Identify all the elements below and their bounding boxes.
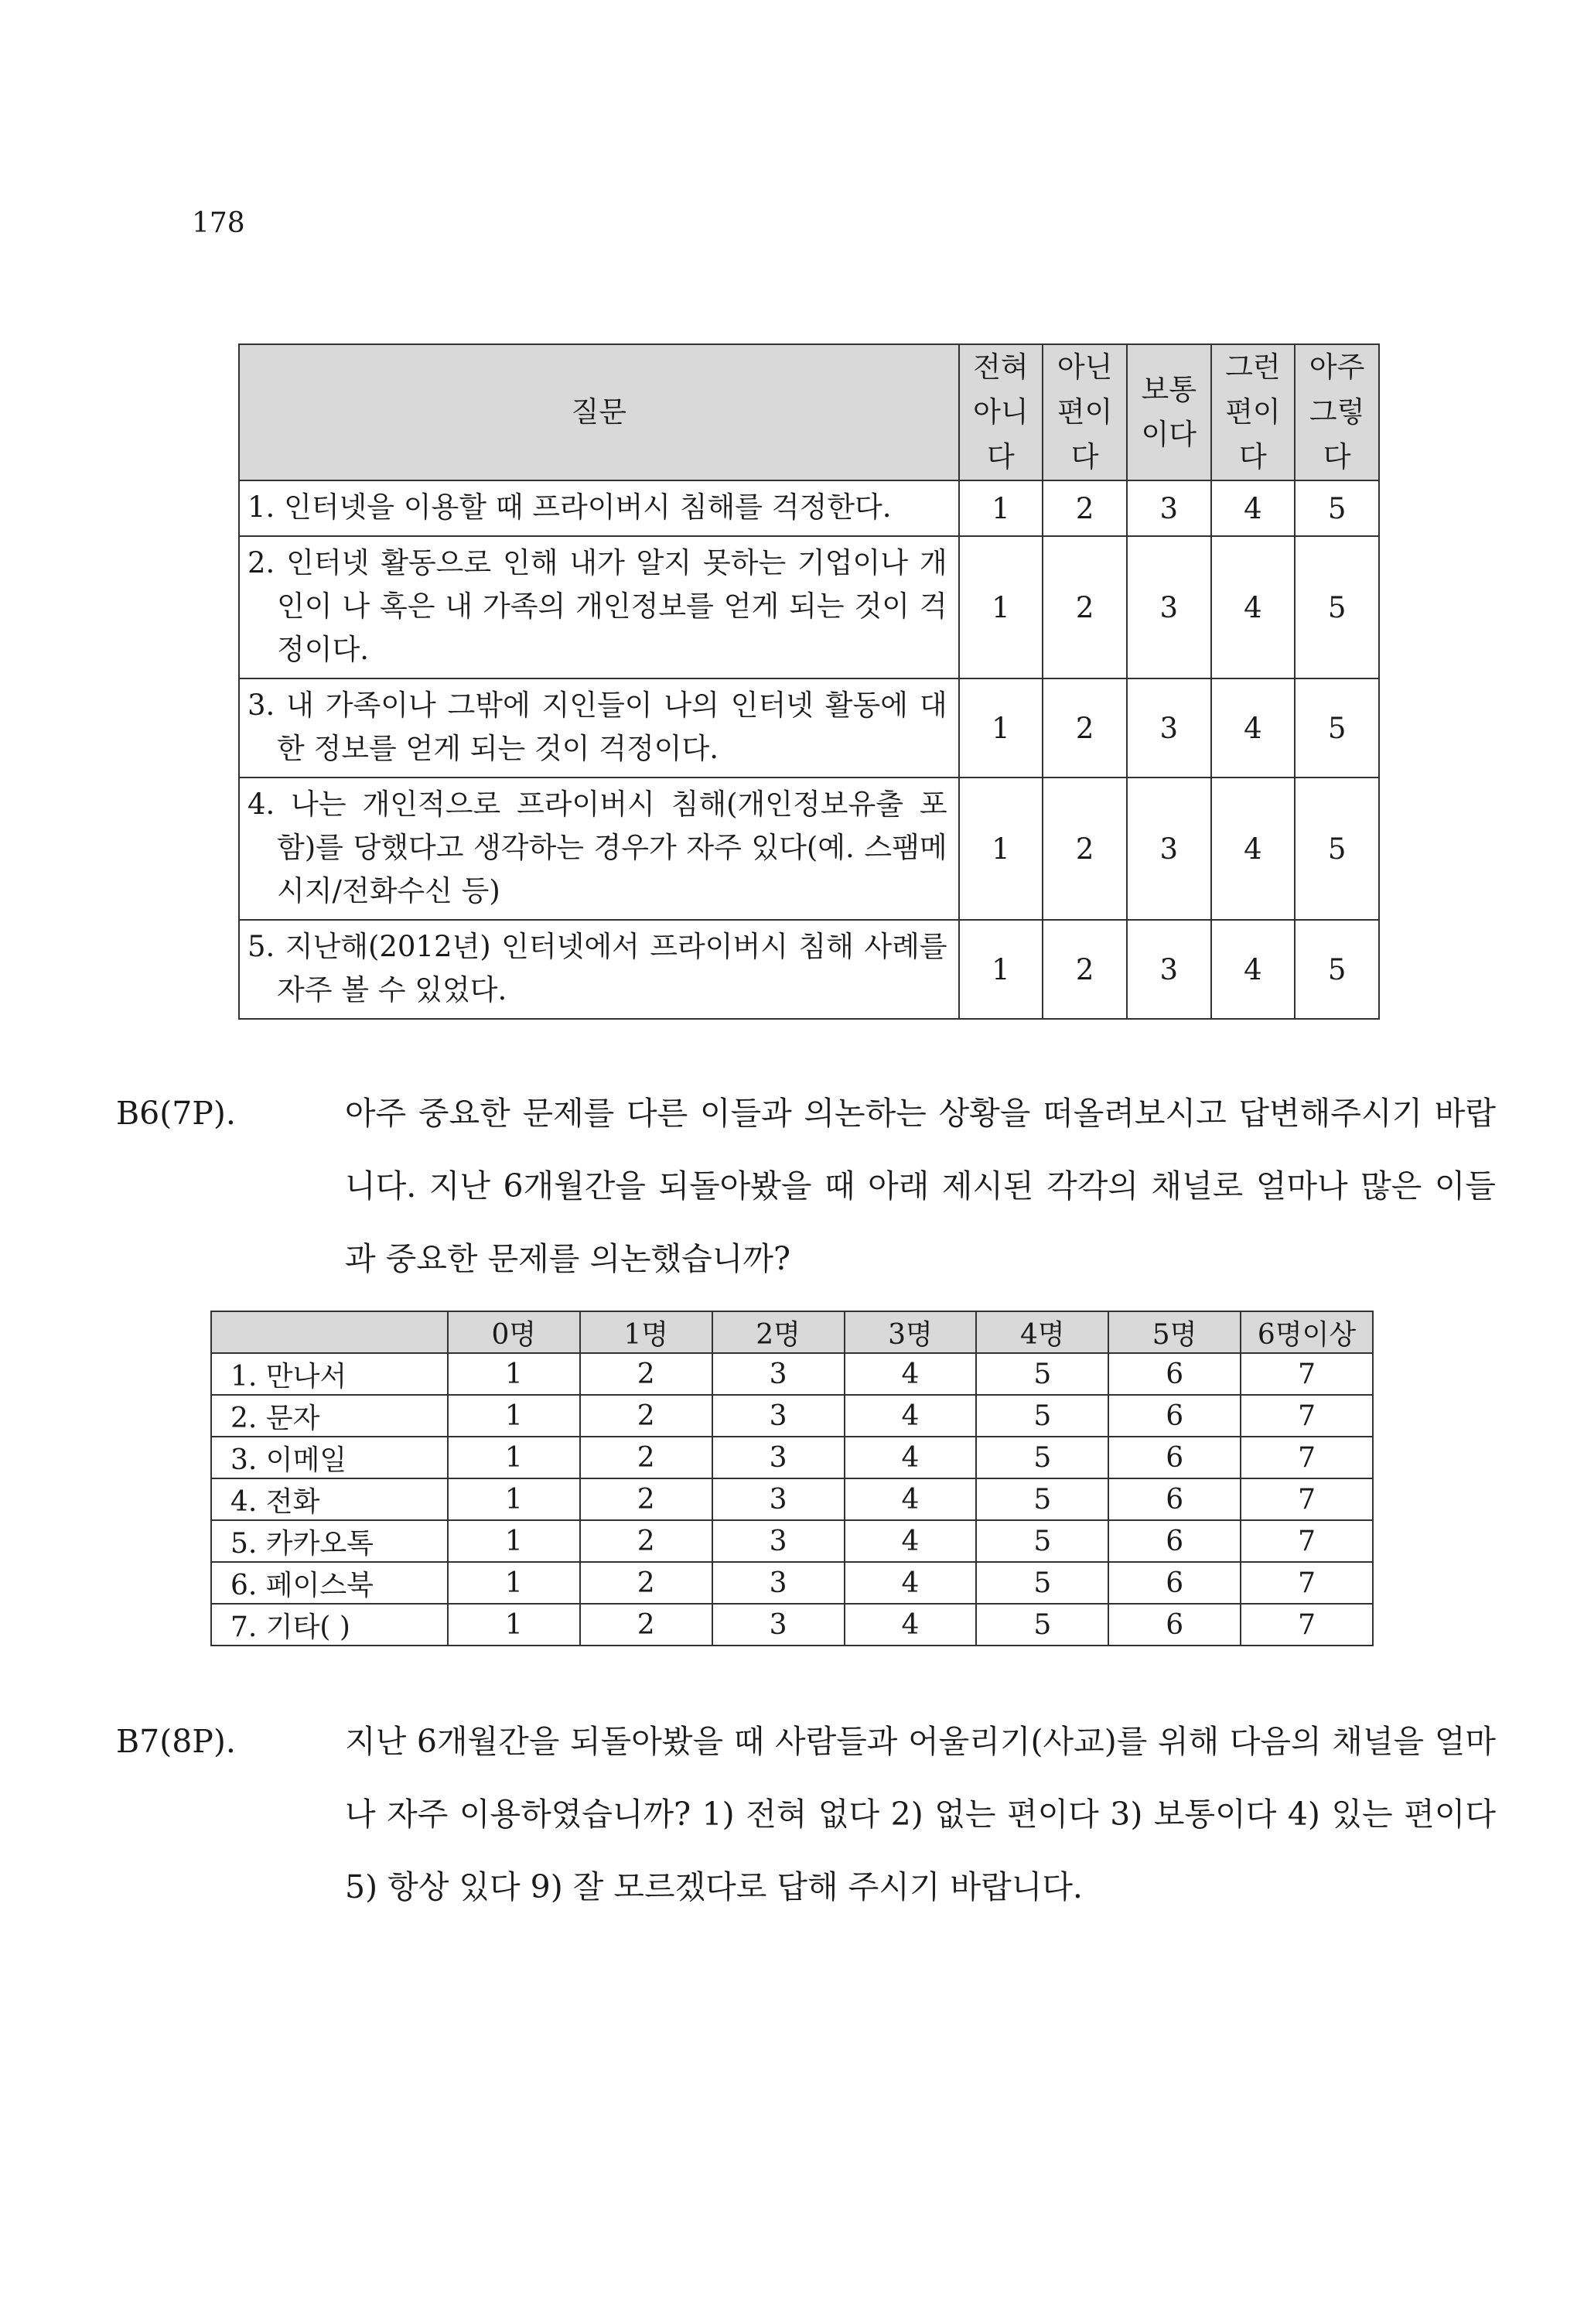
option-header: 아닌 편이 다 bbox=[1043, 344, 1127, 480]
question-column-header: 질문 bbox=[239, 344, 959, 480]
channel-label: 2. 문자 bbox=[211, 1395, 448, 1437]
scale-value: 4 bbox=[1211, 920, 1296, 1019]
scale-value: 7 bbox=[1241, 1604, 1373, 1646]
scale-value: 2 bbox=[1043, 778, 1127, 920]
question-b7 bbox=[116, 1705, 1496, 1923]
scale-value: 3 bbox=[1127, 536, 1211, 678]
scale-value: 3 bbox=[712, 1437, 845, 1478]
column-header: 3명 bbox=[845, 1311, 977, 1353]
scale-value: 7 bbox=[1241, 1520, 1373, 1562]
scale-value: 1 bbox=[959, 778, 1043, 920]
scale-value: 5 bbox=[1295, 778, 1379, 920]
channel-label: 7. 기타( ) bbox=[211, 1604, 448, 1646]
scale-value: 3 bbox=[712, 1353, 845, 1395]
option-header: 그런 편이 다 bbox=[1211, 344, 1296, 480]
scale-value: 7 bbox=[1241, 1478, 1373, 1520]
scale-value: 6 bbox=[1108, 1395, 1241, 1437]
scale-value: 3 bbox=[1127, 480, 1211, 536]
question-cell: 2. 인터넷 활동으로 인해 내가 알지 못하는 기업이나 개인이 나 혹은 내 가족의 개인정보를 얻게 되는 것이 걱정이다. bbox=[239, 536, 959, 678]
scale-value: 5 bbox=[1295, 536, 1379, 678]
channel-label: 1. 만나서 bbox=[211, 1353, 448, 1395]
scale-value: 3 bbox=[1127, 920, 1211, 1019]
scale-value: 6 bbox=[1108, 1478, 1241, 1520]
channel-label: 5. 카카오톡 bbox=[211, 1520, 448, 1562]
scale-value: 2 bbox=[580, 1562, 712, 1604]
question-cell: 4. 나는 개인적으로 프라이버시 침해(개인정보유출 포함)를 당했다고 생각하는 경우가 자주 있다(예. 스팸메시지/전화수신 등) bbox=[239, 778, 959, 920]
question-cell: 5. 지난해(2012년) 인터넷에서 프라이버시 침해 사례를 자주 볼 수 있었다. bbox=[239, 920, 959, 1019]
scale-value: 3 bbox=[1127, 778, 1211, 920]
scale-value: 1 bbox=[959, 480, 1043, 536]
scale-value: 4 bbox=[1211, 678, 1296, 778]
table-row bbox=[211, 1395, 1373, 1437]
table-row bbox=[239, 536, 1379, 678]
scale-value: 5 bbox=[976, 1395, 1108, 1437]
scale-value: 4 bbox=[845, 1604, 977, 1646]
column-header: 4명 bbox=[976, 1311, 1108, 1353]
scale-value: 7 bbox=[1241, 1395, 1373, 1437]
scale-value: 3 bbox=[712, 1604, 845, 1646]
scale-value: 7 bbox=[1241, 1562, 1373, 1604]
question-cell: 3. 내 가족이나 그밖에 지인들이 나의 인터넷 활동에 대한 정보를 얻게 되는 것이 걱정이다. bbox=[239, 678, 959, 778]
scale-value: 2 bbox=[1043, 920, 1127, 1019]
column-header: 2명 bbox=[712, 1311, 845, 1353]
column-header: 6명이상 bbox=[1241, 1311, 1373, 1353]
scale-value: 6 bbox=[1108, 1520, 1241, 1562]
scale-value: 5 bbox=[976, 1353, 1108, 1395]
option-header: 아주 그렇 다 bbox=[1295, 344, 1379, 480]
scale-value: 2 bbox=[580, 1395, 712, 1437]
scale-value: 5 bbox=[976, 1478, 1108, 1520]
scale-value: 2 bbox=[580, 1520, 712, 1562]
channel-label: 6. 페이스북 bbox=[211, 1562, 448, 1604]
question-text: 지난 6개월간을 되돌아봤을 때 사람들과 어울리기(사교)를 위해 다음의 채널을 얼마나 자주 이용하였습니까? 1) 전혀 없다 2) 없는 편이다 3) 보통이다 4) 있는 편이다 5) 항상 있다 9) 잘 모르겠다로 답해 주시기 바랍니다. bbox=[345, 1723, 1496, 1905]
table-header-row bbox=[211, 1311, 1373, 1353]
scale-value: 1 bbox=[959, 678, 1043, 778]
scale-value: 4 bbox=[845, 1395, 977, 1437]
table-row bbox=[239, 678, 1379, 778]
option-header: 보통 이다 bbox=[1127, 344, 1211, 480]
page-number: 178 bbox=[192, 207, 245, 239]
scale-value: 1 bbox=[448, 1437, 580, 1478]
option-header: 전혀 아니 다 bbox=[959, 344, 1043, 480]
scale-value: 4 bbox=[1211, 480, 1296, 536]
scale-value: 6 bbox=[1108, 1604, 1241, 1646]
scale-value: 2 bbox=[580, 1437, 712, 1478]
scale-value: 3 bbox=[712, 1520, 845, 1562]
scale-value: 4 bbox=[845, 1520, 977, 1562]
scale-value: 1 bbox=[448, 1604, 580, 1646]
question-b6 bbox=[116, 1077, 1496, 1295]
scale-value: 4 bbox=[1211, 778, 1296, 920]
scale-value: 1 bbox=[448, 1353, 580, 1395]
scale-value: 3 bbox=[1127, 678, 1211, 778]
scale-value: 5 bbox=[976, 1562, 1108, 1604]
privacy-concern-table bbox=[238, 343, 1380, 1020]
table-row bbox=[211, 1520, 1373, 1562]
table-row bbox=[211, 1604, 1373, 1646]
scale-value: 6 bbox=[1108, 1353, 1241, 1395]
scale-value: 2 bbox=[1043, 678, 1127, 778]
discussion-channel-table bbox=[210, 1311, 1374, 1646]
scale-value: 6 bbox=[1108, 1562, 1241, 1604]
scale-value: 1 bbox=[448, 1395, 580, 1437]
scale-value: 3 bbox=[712, 1478, 845, 1520]
column-header: 0명 bbox=[448, 1311, 580, 1353]
scale-value: 5 bbox=[1295, 920, 1379, 1019]
scale-value: 4 bbox=[845, 1478, 977, 1520]
scale-value: 4 bbox=[845, 1353, 977, 1395]
table-row bbox=[211, 1353, 1373, 1395]
column-header: 5명 bbox=[1108, 1311, 1241, 1353]
table-row bbox=[211, 1437, 1373, 1478]
scale-value: 1 bbox=[448, 1520, 580, 1562]
scale-value: 4 bbox=[1211, 536, 1296, 678]
scale-value: 2 bbox=[580, 1478, 712, 1520]
scale-value: 5 bbox=[976, 1437, 1108, 1478]
scale-value: 5 bbox=[1295, 678, 1379, 778]
column-header bbox=[211, 1311, 448, 1353]
scale-value: 5 bbox=[1295, 480, 1379, 536]
scale-value: 2 bbox=[580, 1604, 712, 1646]
channel-label: 3. 이메일 bbox=[211, 1437, 448, 1478]
scale-value: 7 bbox=[1241, 1353, 1373, 1395]
question-label: B7(8P). bbox=[116, 1723, 236, 1760]
table-row bbox=[211, 1478, 1373, 1520]
question-label: B6(7P). bbox=[116, 1095, 236, 1132]
table-row bbox=[239, 480, 1379, 536]
scale-value: 2 bbox=[580, 1353, 712, 1395]
scale-value: 3 bbox=[712, 1562, 845, 1604]
scale-value: 4 bbox=[845, 1437, 977, 1478]
scale-value: 2 bbox=[1043, 480, 1127, 536]
channel-label: 4. 전화 bbox=[211, 1478, 448, 1520]
scale-value: 4 bbox=[845, 1562, 977, 1604]
scale-value: 3 bbox=[712, 1395, 845, 1437]
scale-value: 2 bbox=[1043, 536, 1127, 678]
scale-value: 1 bbox=[448, 1478, 580, 1520]
scale-value: 5 bbox=[976, 1604, 1108, 1646]
column-header: 1명 bbox=[580, 1311, 712, 1353]
table-row bbox=[211, 1562, 1373, 1604]
scale-value: 1 bbox=[959, 536, 1043, 678]
scale-value: 7 bbox=[1241, 1437, 1373, 1478]
scale-value: 5 bbox=[976, 1520, 1108, 1562]
scale-value: 6 bbox=[1108, 1437, 1241, 1478]
question-text: 아주 중요한 문제를 다른 이들과 의논하는 상황을 떠올려보시고 답변해주시기 바랍니다. 지난 6개월간을 되돌아봤을 때 아래 제시된 각각의 채널로 얼마나 많은 이들과 중요한 문제를 의논했습니까? bbox=[345, 1095, 1496, 1277]
table-row bbox=[239, 778, 1379, 920]
scale-value: 1 bbox=[959, 920, 1043, 1019]
table-header-row bbox=[239, 344, 1379, 480]
table-row bbox=[239, 920, 1379, 1019]
scale-value: 1 bbox=[448, 1562, 580, 1604]
question-cell: 1. 인터넷을 이용할 때 프라이버시 침해를 걱정한다. bbox=[239, 480, 959, 536]
